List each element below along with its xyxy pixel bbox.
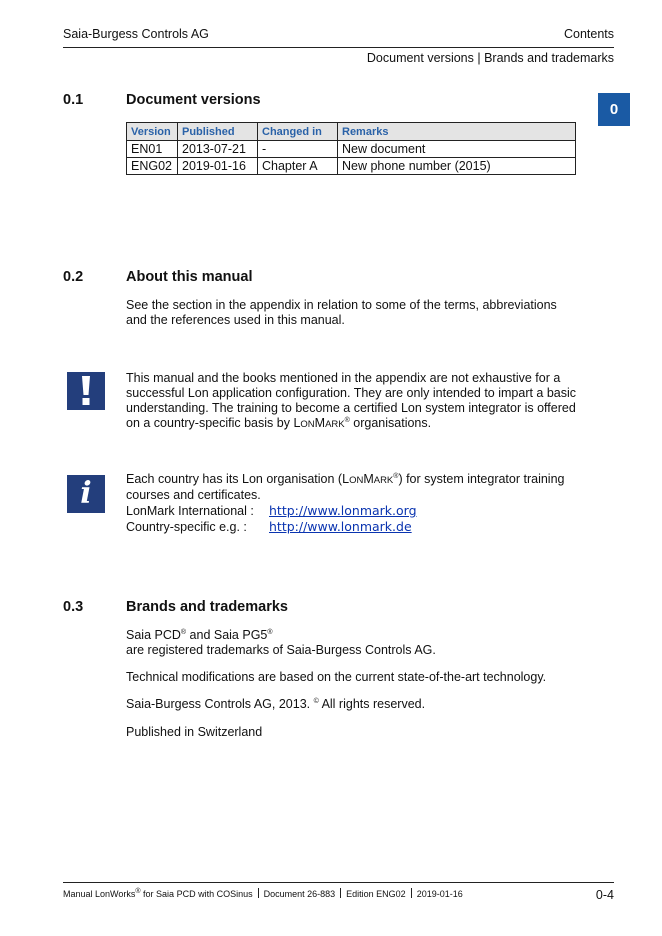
brand-ark: ARK — [373, 475, 394, 486]
info-icon: i — [67, 475, 105, 513]
section-number: 0.2 — [63, 269, 84, 285]
brand-pg5: and Saia PG5 — [186, 628, 268, 642]
copyright-mark: © — [313, 697, 319, 705]
warning-line-last — [126, 416, 596, 432]
chapter-tab[interactable]: 0 — [598, 93, 630, 126]
brand-on: ON — [300, 419, 315, 430]
info-line — [126, 472, 596, 488]
table-cell: New phone number (2015) — [338, 158, 576, 175]
table-cell: ENG02 — [127, 158, 178, 175]
registered-mark: ® — [267, 628, 273, 636]
table-header-cell: Published — [178, 123, 258, 141]
brand-on: ON — [349, 475, 364, 486]
brands-line: are registered trademarks of Saia-Burgess Controls AG. — [126, 643, 436, 657]
warning-tail: organisations. — [349, 416, 432, 430]
footer-edition: Edition ENG02 — [346, 889, 406, 899]
registered-mark: ® — [135, 888, 141, 895]
link-row — [126, 519, 596, 535]
link-row — [126, 503, 596, 519]
table-row — [127, 141, 576, 158]
brand-m: M — [363, 472, 374, 486]
section-number: 0.1 — [63, 92, 84, 108]
info-text: Each country has its Lon organisation ( — [126, 472, 343, 486]
section-number: 0.3 — [63, 599, 84, 615]
table-cell: Chapter A — [258, 158, 338, 175]
footer-divider — [63, 882, 614, 883]
table-cell: EN01 — [127, 141, 178, 158]
table-cell: 2019-01-16 — [178, 158, 258, 175]
brand-ark: ARK — [325, 419, 345, 430]
footer-separator — [258, 888, 259, 898]
footer-separator — [340, 888, 341, 898]
footer-separator — [411, 888, 412, 898]
info-text: ) for system integrator training — [398, 472, 565, 486]
registered-mark: ® — [180, 628, 187, 636]
lonmark-international-link[interactable]: http://www.lonmark.org — [269, 503, 417, 518]
section-title: Document versions — [126, 92, 261, 108]
footer-date: 2019-01-16 — [416, 889, 463, 899]
intl-label: LonMark International : — [126, 504, 254, 518]
footer-manual-rest: for Saia PCD with COSinus — [140, 889, 253, 899]
table-header-cell: Version — [127, 123, 178, 141]
header-divider — [63, 47, 614, 48]
page-number: 0-4 — [595, 888, 614, 902]
section-title: About this manual — [126, 269, 253, 285]
country-label: Country-specific e.g. : — [126, 520, 247, 534]
table-header-cell: Changed in — [258, 123, 338, 141]
warning-line-text: on a country-specific basis by — [126, 416, 290, 430]
footer-manual: Manual LonWorks — [63, 889, 136, 899]
versions-table — [126, 122, 576, 175]
registered-mark: ® — [393, 472, 399, 480]
copyright-note — [126, 697, 586, 712]
header-chapter: Contents — [563, 27, 614, 41]
brand-m: M — [314, 416, 326, 430]
warning-note — [126, 371, 596, 432]
section-title: Brands and trademarks — [126, 599, 288, 615]
exclamation-icon — [67, 372, 105, 410]
table-row — [127, 158, 576, 175]
brands-block — [126, 628, 586, 658]
lonmark-country-link[interactable]: http://www.lonmark.de — [269, 519, 412, 534]
footer-document: Document 26-883 — [263, 889, 336, 899]
published-note: Published in Switzerland — [126, 725, 263, 739]
about-paragraph: See the section in the appendix in relation to some of the terms, abbreviations and the references used in this manual. — [126, 298, 557, 327]
copyright-text: All rights reserved. — [318, 697, 426, 711]
header-company: Saia-Burgess Controls AG — [63, 27, 209, 41]
brands-line — [126, 628, 586, 643]
registered-mark: ® — [344, 416, 350, 424]
brand-l: L — [293, 416, 301, 430]
warning-line: understanding. The training to become a certified Lon system integrator is offered — [126, 401, 576, 415]
table-header-row — [127, 123, 576, 141]
table-cell: New document — [338, 141, 576, 158]
table-cell: - — [258, 141, 338, 158]
info-line: courses and certificates. — [126, 488, 261, 502]
brand-pcd: Saia PCD — [126, 628, 181, 642]
copyright-text: Saia-Burgess Controls AG, 2013. — [126, 697, 314, 711]
warning-line: This manual and the books mentioned in the appendix are not exhaustive for a — [126, 371, 561, 385]
warning-line: successful Lon application configuration. They are only intended to impart a basic — [126, 386, 577, 400]
brand-l: L — [342, 472, 350, 486]
technical-note: Technical modifications are based on the current state-of-the-art technology. — [126, 670, 547, 684]
table-cell: 2013-07-21 — [178, 141, 258, 158]
table-header-cell: Remarks — [338, 123, 576, 141]
header-subtitle: Document versions | Brands and trademarks — [366, 51, 614, 65]
info-note — [126, 472, 596, 535]
footer-info — [63, 888, 463, 899]
